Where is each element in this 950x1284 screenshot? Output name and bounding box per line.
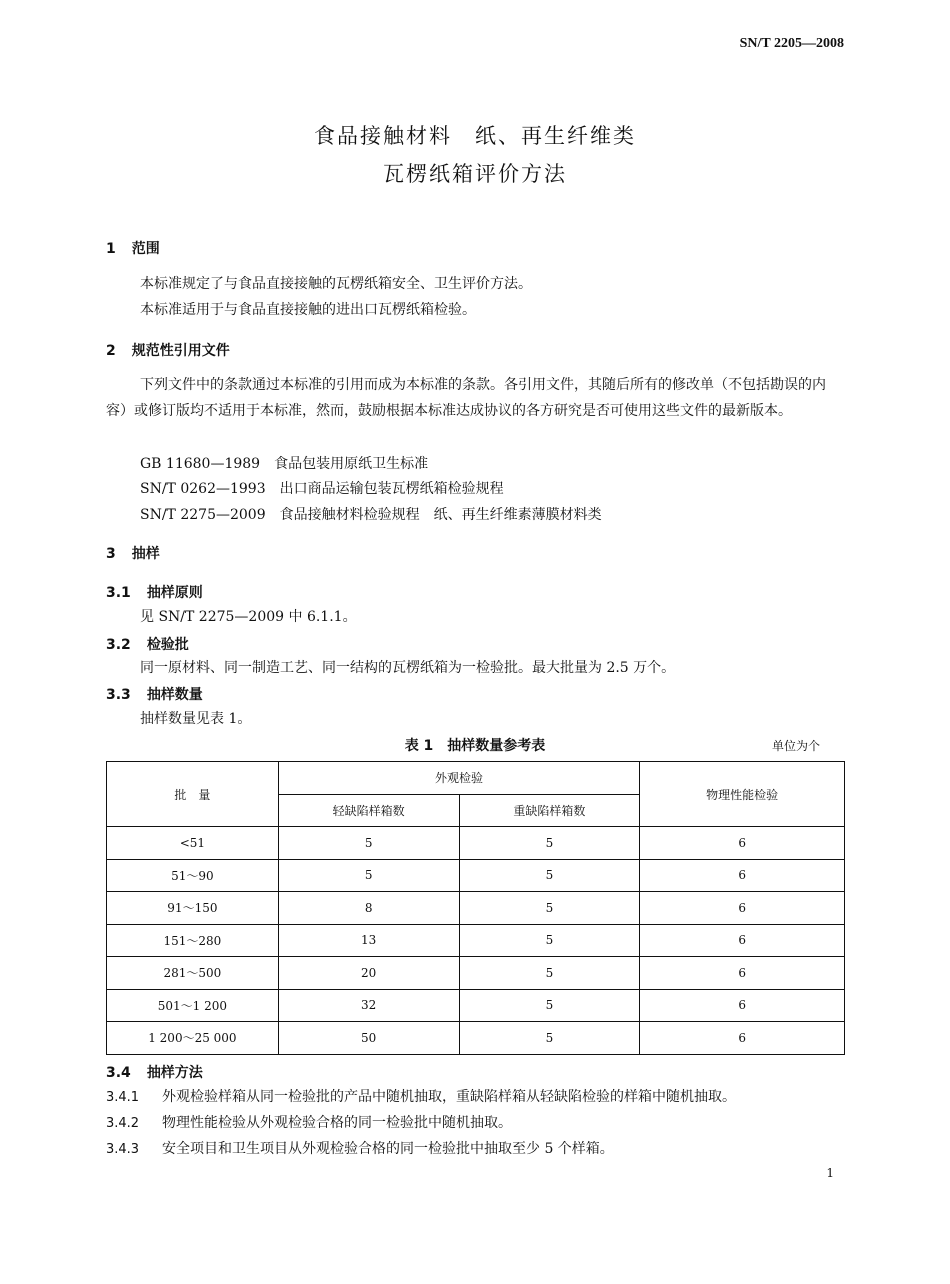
section-3-4-1: 3.4.1 外观检验样箱从同一检验批的产品中随机抽取，重缺陷样箱从轻缺陷检验的样箱中随机抽取。 bbox=[106, 1089, 736, 1105]
title-line-1: 食品接触材料 纸、再生纤维类 bbox=[314, 124, 636, 148]
table-row: 501～1 200 32 5 6 bbox=[107, 989, 845, 1022]
section-1-para-1: 本标准规定了与食品直接接触的瓦楞纸箱安全、卫生评价方法。 bbox=[140, 276, 532, 292]
reference-1: GB 11680—1989 食品包装用原纸卫生标准 bbox=[140, 456, 429, 472]
section-2-paragraph: 下列文件中的条款通过本标准的引用而成为本标准的条款。各引用文件，其随后所有的修改单（不包括勘误的内容）或修订版均不适用于本标准，然而，鼓励根据本标准达成协议的各方研究是否可使用这些文件的最新版本。 bbox=[106, 377, 826, 419]
header-light-defect: 轻缺陷样箱数 bbox=[278, 794, 459, 827]
table-row: 281～500 20 5 6 bbox=[107, 957, 845, 990]
section-3-2-text: 同一原材料、同一制造工艺、同一结构的瓦楞纸箱为一检验批。最大批量为 2.5 万个。 bbox=[140, 660, 676, 676]
section-3-1-heading: 3.1 抽样原则 bbox=[106, 585, 203, 601]
section-3-4-3: 3.4.3 安全项目和卫生项目从外观检验合格的同一检验批中抽取至少 5 个样箱。 bbox=[106, 1141, 614, 1157]
sampling-table bbox=[106, 761, 845, 1055]
table-caption: 表 1 抽样数量参考表 bbox=[404, 738, 546, 754]
title-line-2: 瓦楞纸箱评价方法 bbox=[383, 162, 567, 186]
section-3-4-heading: 3.4 抽样方法 bbox=[106, 1065, 203, 1081]
table-row: 1 200～25 000 50 5 6 bbox=[107, 1022, 845, 1055]
header-physical: 物理性能检验 bbox=[640, 762, 845, 827]
section-3-3-text: 抽样数量见表 1。 bbox=[140, 711, 252, 727]
table-row: 51～90 5 5 6 bbox=[107, 859, 845, 892]
table-row: 151～280 13 5 6 bbox=[107, 924, 845, 957]
section-3-4-2: 3.4.2 物理性能检验从外观检验合格的同一检验批中随机抽取。 bbox=[106, 1115, 512, 1131]
section-3-3-heading: 3.3 抽样数量 bbox=[106, 687, 203, 703]
standard-code: SN/T 2205—2008 bbox=[739, 36, 844, 51]
section-1-para-2: 本标准适用于与食品直接接触的进出口瓦楞纸箱检验。 bbox=[140, 302, 476, 318]
section-1-heading: 1 范围 bbox=[106, 241, 160, 257]
section-3-2-heading: 3.2 检验批 bbox=[106, 637, 189, 653]
table-unit: 单位为个 bbox=[772, 739, 821, 753]
table-row: 91～150 8 5 6 bbox=[107, 892, 845, 925]
section-3-heading: 3 抽样 bbox=[106, 546, 160, 562]
header-heavy-defect: 重缺陷样箱数 bbox=[459, 794, 640, 827]
reference-2: SN/T 0262—1993 出口商品运输包装瓦楞纸箱检验规程 bbox=[140, 481, 504, 497]
section-3-1-text: 见 SN/T 2275—2009 中 6.1.1。 bbox=[140, 609, 357, 625]
header-batch: 批 量 bbox=[107, 762, 279, 827]
reference-3: SN/T 2275—2009 食品接触材料检验规程 纸、再生纤维素薄膜材料类 bbox=[140, 507, 602, 523]
page-number: 1 bbox=[826, 1166, 834, 1180]
section-2-heading: 2 规范性引用文件 bbox=[106, 343, 230, 359]
header-appearance: 外观检验 bbox=[278, 762, 639, 795]
table-row: <51 5 5 6 bbox=[107, 827, 845, 860]
